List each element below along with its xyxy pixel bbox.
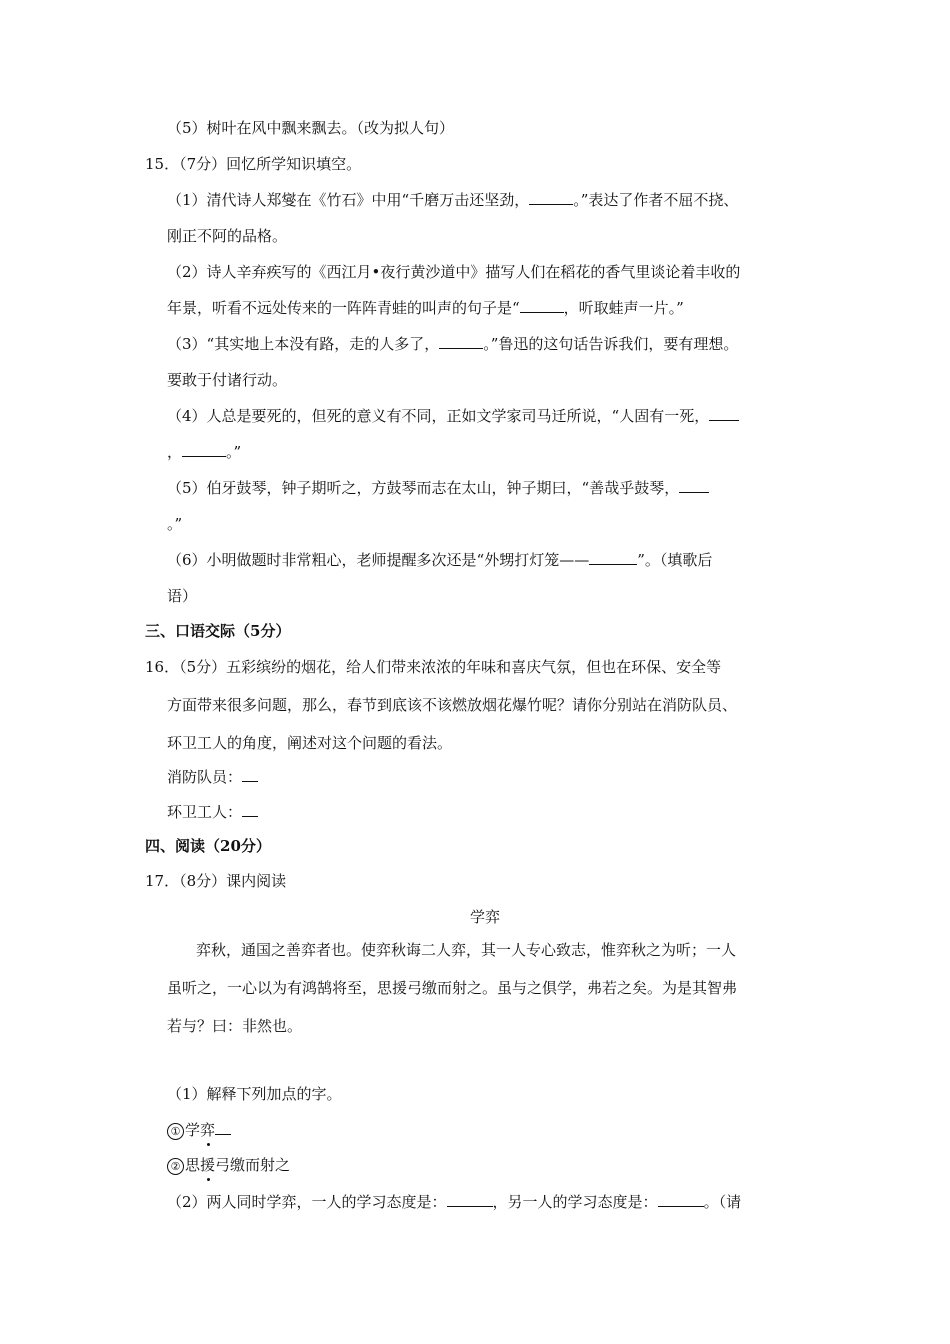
q17-sub1-item2 (167, 1155, 290, 1175)
q17-sub1-item1 (167, 1120, 231, 1140)
answer-blank[interactable] (709, 406, 739, 421)
q15-item4-line1 (167, 406, 739, 426)
circled-number: ① (167, 1123, 184, 1140)
answer-blank[interactable] (242, 767, 258, 782)
text: 。” (226, 443, 242, 461)
text: （5）伯牙鼓琴，钟子期听之，方鼓琴而志在太山，钟子期曰，“善哉乎鼓琴， (167, 479, 680, 497)
text: ”。（填歌后 (637, 551, 713, 569)
answer-blank[interactable] (520, 298, 564, 313)
passage-line3: 若与？曰：非然也。 (167, 1017, 303, 1035)
answer-blank[interactable] (215, 1120, 231, 1135)
section-4-heading: 四、阅读（20分） (145, 837, 271, 855)
q17-heading: 17．（8分）课内阅读 (145, 872, 287, 890)
q15-item1-line2: 刚正不阿的品格。 (167, 227, 288, 245)
answer-blank[interactable] (182, 442, 226, 457)
q15-item6-line2: 语） (167, 587, 198, 605)
q16-line3: 环卫工人的角度，阐述对这个问题的看法。 (167, 734, 453, 752)
q15-heading: 15．（7分）回忆所学知识填空。 (145, 155, 362, 173)
passage-line2: 虽听之，一心以为有鸿鹄将至，思援弓缴而射之。虽与之俱学，弗若之矣。为是其智弗 (167, 979, 738, 997)
text: （4）人总是要死的，但死的意义有不同，正如文学家司马迁所说，“人固有一死， (167, 407, 710, 425)
text: 年景，听看不远处传来的一阵阵青蛙的叫声的句子是“ (167, 299, 520, 317)
text: 。”鲁迅的这句话告诉我们，要有理想。 (483, 335, 739, 353)
q16-answer-firefighter (167, 767, 258, 787)
q15-item5-line2: 。” (167, 515, 183, 533)
text: （1）清代诗人郑燮在《竹石》中用“千磨万击还坚劲， (167, 191, 530, 209)
circled-number: ② (167, 1158, 184, 1175)
q16-answer-sanitation (167, 802, 258, 822)
text: （3）“其实地上本没有路，走的人多了， (167, 335, 440, 353)
answer-blank[interactable] (439, 334, 483, 349)
q15-item5-line1 (167, 478, 709, 498)
q14-item5: （5）树叶在风中飘来飘去。（改为拟人句） (167, 119, 455, 137)
answer-blank[interactable] (589, 550, 637, 565)
q16-line2: 方面带来很多问题，那么，春节到底该不该燃放烟花爆竹呢？请你分别站在消防队员、 (167, 696, 738, 714)
text: ，听取蛙声一片。” (563, 299, 684, 317)
passage-line1: 弈秋，通国之善弈者也。使弈秋诲二人弈，其一人专心致志，惟弈秋之为听；一人 (196, 941, 737, 959)
text: ，另一人的学习态度是： (492, 1193, 658, 1211)
q15-item3-line1 (167, 334, 738, 354)
section-3-heading: 三、口语交际（5分） (145, 622, 291, 640)
answer-blank[interactable] (529, 190, 573, 205)
text: （6）小明做题时非常粗心，老师提醒多次还是“外甥打灯笼—— (167, 551, 590, 569)
text: 弓缴而射之 (215, 1156, 291, 1174)
q15-item2-line1: （2）诗人辛弃疾写的《西江月•夜行黄沙道中》描写人们在稻花的香气里谈论着丰收的 (167, 263, 741, 281)
q15-item1-line1 (167, 190, 738, 210)
dotted-char: 弈 (200, 1121, 216, 1139)
text: 学 (185, 1121, 201, 1139)
answer-blank[interactable] (679, 478, 709, 493)
text: （2）两人同时学弈，一人的学习态度是： (167, 1193, 447, 1211)
answer-blank[interactable] (658, 1192, 704, 1207)
passage-title: 学弈 (470, 908, 501, 926)
text: 。（请 (703, 1193, 742, 1211)
label: 环卫工人： (167, 803, 243, 821)
dotted-char: 援 (200, 1156, 216, 1174)
q15-item6-line1 (167, 550, 712, 570)
label: 消防队员： (167, 768, 243, 786)
q15-item2-line2 (167, 298, 684, 318)
q16-line1: 16．（5分）五彩缤纷的烟花，给人们带来浓浓的年味和喜庆气氛，但也在环保、安全等 (145, 658, 722, 676)
text: 。”表达了作者不屈不挠、 (573, 191, 739, 209)
answer-blank[interactable] (242, 802, 258, 817)
answer-blank[interactable] (447, 1192, 493, 1207)
q15-item4-line2 (167, 442, 241, 462)
q17-sub1: （1）解释下列加点的字。 (167, 1085, 342, 1103)
text: 思 (185, 1156, 201, 1174)
q17-sub2 (167, 1192, 741, 1212)
text: ， (167, 443, 183, 461)
q15-item3-line2: 要敢于付诸行动。 (167, 371, 288, 389)
